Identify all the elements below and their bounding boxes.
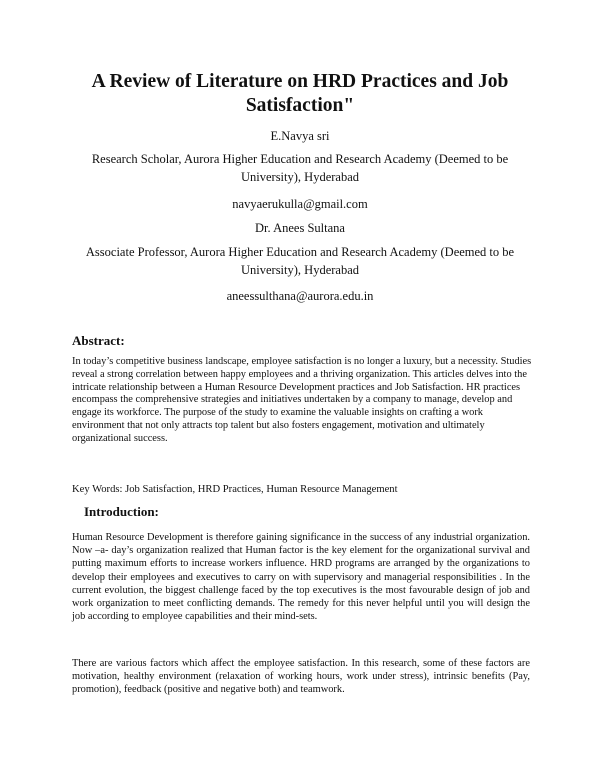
introduction-paragraph-1: Human Resource Development is therefore gaining significance in the success of any industrial organization. Now –a- day’s organization realized that Human factor is the key element for the organizational survival and putting maximum efforts to increase workers influence. HRD programs are arranged by the organizations to develop their employees and executives to carry on with supervisory and managerial responsibilities . In the current evolution, the biggest challenge faced by the top executives is the most favourable design of job and work organization to meet conflicting demands. The remedy for this never helpful until you will design the job according to employee capabilities and their mind-sets. <box>72 532 530 623</box>
author2-email[interactable]: aneessulthana@aurora.edu.in <box>226 289 374 303</box>
author2-name: Dr. Anees Sultana <box>255 221 345 235</box>
paper-title: A Review of Literature on HRD Practices and Job Satisfaction" <box>91 71 509 116</box>
keywords: Key Words: Job Satisfaction, HRD Practices, Human Resource Management <box>72 484 398 495</box>
introduction-heading: Introduction: <box>84 504 159 519</box>
introduction-paragraph-2: There are various factors which affect the employee satisfaction. In this research, some of these factors are motivation, healthy environment (relaxation of working hours, work under stress), intrinsic benefits (Pay, promotion), feedback (positive and negative both) and teamwork. <box>72 658 530 696</box>
author2-affiliation: Associate Professor, Aurora Higher Education and Research Academy (Deemed to be University), Hyderabad <box>85 245 515 277</box>
author1-email[interactable]: navyaerukulla@gmail.com <box>232 197 368 211</box>
author1-name: E.Navya sri <box>270 129 330 143</box>
abstract-text: In today’s competitive business landscape, employee satisfaction is no longer a luxury, but a necessity. Studies reveal a strong correlation between happy employees and a thriving organization. This articles delves into the intricate relationship between a Human Resource Development practices and Job Satisfaction. HR practices encompass the comprehensive strategies and initiatives undertaken by a company to manage, develop and engage its workforce. The purpose of the study to examine the valuable insights on crafting a work environment that not only attracts top talent but also fosters engagement, motivation and ultimately organizational success. <box>72 356 532 444</box>
author1-affiliation: Research Scholar, Aurora Higher Education and Research Academy (Deemed to be University), Hyderabad <box>91 152 509 184</box>
abstract-heading: Abstract: <box>72 333 125 348</box>
